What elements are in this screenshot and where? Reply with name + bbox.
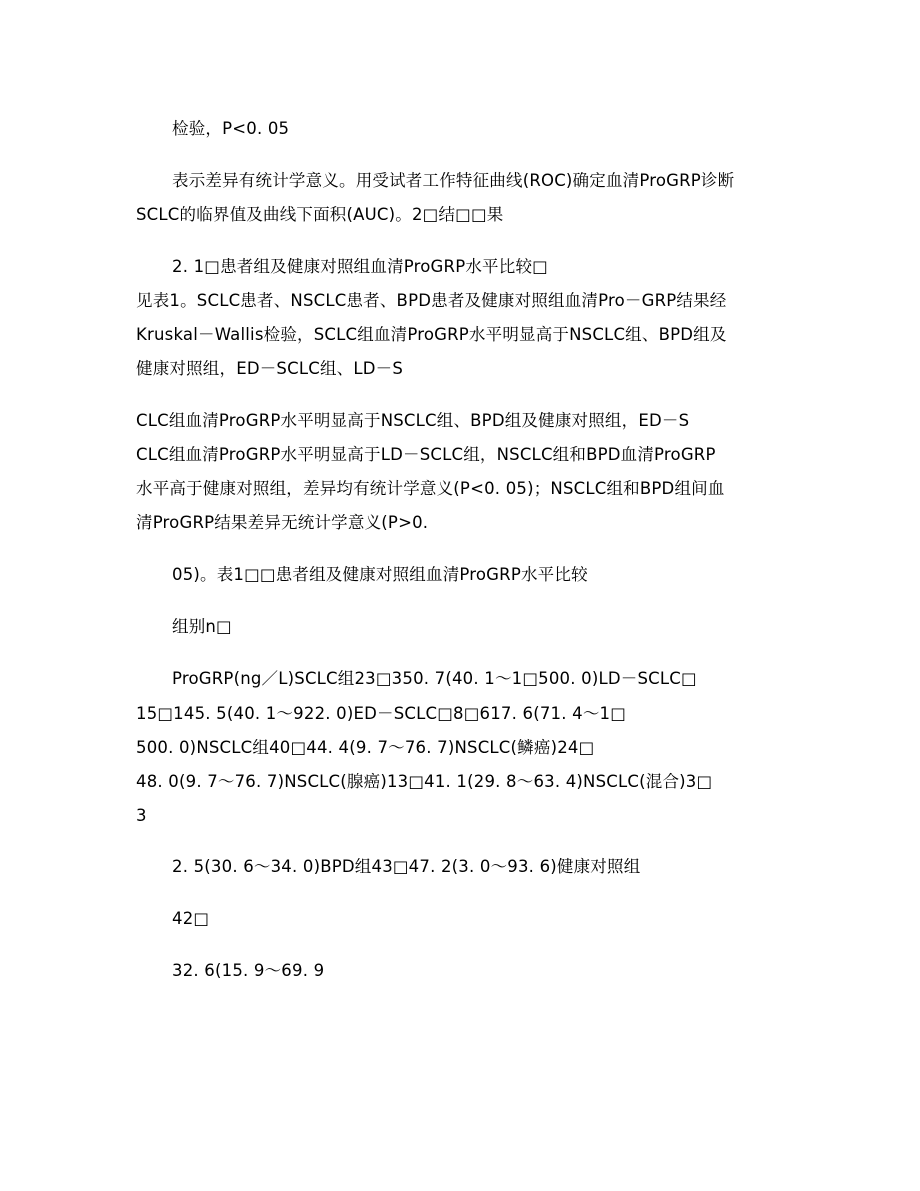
section-heading: 2. 1□患者组及健康对照组血清ProGRP水平比较□ [172,257,548,276]
text-line: 健康对照组，ED－SCLC组、LD－S [136,359,404,378]
table-text-line: ProGRP(ng／L)SCLC组23□350. 7(40. 1～1□500. 0)LD－SCLC□ [172,669,697,688]
text-line: SCLC的临界值及曲线下面积(AUC)。2□结□□果 [136,205,504,224]
text-line: 检验，P<0. 05 [172,119,290,138]
table-text-line: 15□145. 5(40. 1～922. 0)ED－SCLC□8□617. 6(71. 4～1□ [136,704,627,723]
table-text-line: 32. 6(15. 9～69. 9 [172,961,325,980]
text-line: 清ProGRP结果差异无统计学意义(P>0. [136,513,429,532]
table-text-line: 42□ [172,909,210,928]
text-line: 水平高于健康对照组，差异均有统计学意义(P<0. 05)；NSCLC组和BPD组间血 [136,479,725,498]
text-line: 见表1。SCLC患者、NSCLC患者、BPD患者及健康对照组血清Pro－GRP结果经 [136,291,727,310]
text-line: 表示差异有统计学意义。用受试者工作特征曲线(ROC)确定血清ProGRP诊断 [172,171,735,190]
table-caption: 05)。表1□□患者组及健康对照组血清ProGRP水平比较 [172,565,588,584]
table-text-line: 2. 5(30. 6～34. 0)BPD组43□47. 2(3. 0～93. 6)健康对照组 [172,857,641,876]
table-text-line: 500. 0)NSCLC组40□44. 4(9. 7～76. 7)NSCLC(鳞癌)24□ [136,738,595,757]
text-line: Kruskal－Wallis检验，SCLC组血清ProGRP水平明显高于NSCLC组、BPD组及 [136,325,727,344]
table-text-line: 48. 0(9. 7～76. 7)NSCLC(腺癌)13□41. 1(29. 8～63. 4)NSCLC(混合)3□ [136,772,713,791]
text-line: CLC组血清ProGRP水平明显高于NSCLC组、BPD组及健康对照组，ED－S [136,411,690,430]
table-header: 组别n□ [172,617,232,636]
table-text-line: 3 [136,806,147,825]
text-line: CLC组血清ProGRP水平明显高于LD－SCLC组，NSCLC组和BPD血清ProGRP [136,445,716,464]
